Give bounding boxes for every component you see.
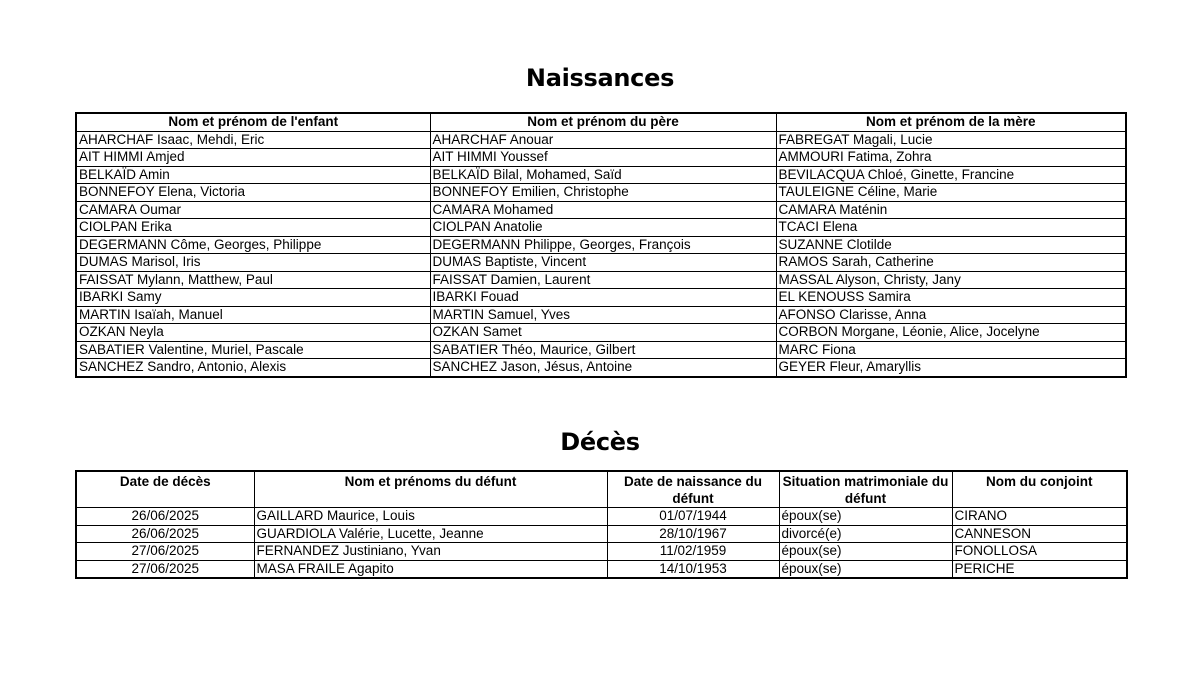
naissances-table-cell: RAMOS Sarah, Catherine xyxy=(776,254,1126,272)
deces-table-cell: CIRANO xyxy=(952,508,1127,526)
naissances-body xyxy=(76,131,1126,377)
naissances-table-cell: IBARKI Fouad xyxy=(430,289,776,307)
deces-table-cell: divorcé(e) xyxy=(779,525,952,543)
deces-table-cell: 27/06/2025 xyxy=(76,543,254,561)
deces-header-cell: Nom du conjoint xyxy=(952,471,1127,508)
naissances-header-cell: Nom et prénom de la mère xyxy=(776,113,1126,131)
naissances-table-cell: DEGERMANN Philippe, Georges, François xyxy=(430,236,776,254)
naissances-table-row xyxy=(76,166,1126,184)
deces-header-cell: Date de décès xyxy=(76,471,254,508)
deces-table-cell: 26/06/2025 xyxy=(76,508,254,526)
deces-table-cell: FERNANDEZ Justiniano, Yvan xyxy=(254,543,607,561)
naissances-table-cell: BEVILACQUA Chloé, Ginette, Francine xyxy=(776,166,1126,184)
deces-table-cell: MASA FRAILE Agapito xyxy=(254,560,607,578)
naissances-table-row xyxy=(76,324,1126,342)
naissances-table-cell: CIOLPAN Anatolie xyxy=(430,219,776,237)
naissances-table-cell: MASSAL Alyson, Christy, Jany xyxy=(776,271,1126,289)
deces-body xyxy=(76,508,1127,579)
naissances-table-cell: OZKAN Neyla xyxy=(76,324,430,342)
naissances-table-cell: AIT HIMMI Amjed xyxy=(76,149,430,167)
deces-header-row xyxy=(76,471,1127,508)
naissances-table-cell: AMMOURI Fatima, Zohra xyxy=(776,149,1126,167)
naissances-table-row xyxy=(76,236,1126,254)
naissances-header-cell: Nom et prénom du père xyxy=(430,113,776,131)
naissances-table-cell: CIOLPAN Erika xyxy=(76,219,430,237)
deces-table-cell: GUARDIOLA Valérie, Lucette, Jeanne xyxy=(254,525,607,543)
naissances-table-row xyxy=(76,359,1126,377)
naissances-table-cell: MARTIN Samuel, Yves xyxy=(430,306,776,324)
deces-title: Décès xyxy=(560,428,640,456)
naissances-table-cell: SABATIER Valentine, Muriel, Pascale xyxy=(76,341,430,359)
deces-table-row xyxy=(76,525,1127,543)
naissances-table-cell: MARC Fiona xyxy=(776,341,1126,359)
deces-table-cell: CANNESON xyxy=(952,525,1127,543)
naissances-table-cell: BONNEFOY Emilien, Christophe xyxy=(430,184,776,202)
naissances-table-row xyxy=(76,271,1126,289)
deces-table-row xyxy=(76,543,1127,561)
naissances-table-row xyxy=(76,289,1126,307)
deces-header-cell: Nom et prénoms du défunt xyxy=(254,471,607,508)
naissances-header-row xyxy=(76,113,1126,131)
naissances-title: Naissances xyxy=(525,64,675,92)
deces-table-cell: 26/06/2025 xyxy=(76,525,254,543)
naissances-table-row xyxy=(76,254,1126,272)
deces-table-cell: 27/06/2025 xyxy=(76,560,254,578)
naissances-table-cell: EL KENOUSS Samira xyxy=(776,289,1126,307)
naissances-table-cell: AHARCHAF Isaac, Mehdi, Eric xyxy=(76,131,430,149)
naissances-table-cell: MARTIN Isaïah, Manuel xyxy=(76,306,430,324)
deces-table-cell: FONOLLOSA xyxy=(952,543,1127,561)
deces-table-cell: époux(se) xyxy=(779,560,952,578)
naissances-table-cell: GEYER Fleur, Amaryllis xyxy=(776,359,1126,377)
naissances-table-cell: CORBON Morgane, Léonie, Alice, Jocelyne xyxy=(776,324,1126,342)
naissances-table-cell: CAMARA Mohamed xyxy=(430,201,776,219)
naissances-table-cell: CAMARA Oumar xyxy=(76,201,430,219)
naissances-table-cell: CAMARA Maténin xyxy=(776,201,1126,219)
naissances-table-row xyxy=(76,306,1126,324)
deces-table-cell: 14/10/1953 xyxy=(607,560,779,578)
naissances-table xyxy=(75,112,1127,378)
deces-table-row xyxy=(76,508,1127,526)
naissances-table-row xyxy=(76,341,1126,359)
naissances-table-row xyxy=(76,219,1126,237)
naissances-table-row xyxy=(76,201,1126,219)
naissances-table-cell: DEGERMANN Côme, Georges, Philippe xyxy=(76,236,430,254)
naissances-table-row xyxy=(76,131,1126,149)
deces-table-cell: GAILLARD Maurice, Louis xyxy=(254,508,607,526)
naissances-table-cell: DUMAS Marisol, Iris xyxy=(76,254,430,272)
naissances-table-row xyxy=(76,184,1126,202)
naissances-table-cell: SUZANNE Clotilde xyxy=(776,236,1126,254)
naissances-table-cell: AIT HIMMI Youssef xyxy=(430,149,776,167)
naissances-header-cell: Nom et prénom de l'enfant xyxy=(76,113,430,131)
naissances-table-cell: FABREGAT Magali, Lucie xyxy=(776,131,1126,149)
naissances-table-cell: OZKAN Samet xyxy=(430,324,776,342)
deces-table-cell: époux(se) xyxy=(779,508,952,526)
naissances-table-cell: TCACI Elena xyxy=(776,219,1126,237)
naissances-table-cell: SANCHEZ Sandro, Antonio, Alexis xyxy=(76,359,430,377)
naissances-table-cell: AFONSO Clarisse, Anna xyxy=(776,306,1126,324)
naissances-table-cell: SABATIER Théo, Maurice, Gilbert xyxy=(430,341,776,359)
naissances-table-cell: SANCHEZ Jason, Jésus, Antoine xyxy=(430,359,776,377)
naissances-table-row xyxy=(76,149,1126,167)
naissances-table-cell: FAISSAT Mylann, Matthew, Paul xyxy=(76,271,430,289)
naissances-table-cell: BELKAÏD Bilal, Mohamed, Saïd xyxy=(430,166,776,184)
deces-header-cell: Situation matrimoniale du défunt xyxy=(779,471,952,508)
deces-table-cell: 11/02/1959 xyxy=(607,543,779,561)
naissances-table-cell: AHARCHAF Anouar xyxy=(430,131,776,149)
naissances-table-cell: IBARKI Samy xyxy=(76,289,430,307)
deces-header-cell: Date de naissance du défunt xyxy=(607,471,779,508)
deces-table-cell: 01/07/1944 xyxy=(607,508,779,526)
deces-table-cell: 28/10/1967 xyxy=(607,525,779,543)
naissances-table-cell: DUMAS Baptiste, Vincent xyxy=(430,254,776,272)
deces-table-cell: époux(se) xyxy=(779,543,952,561)
naissances-table-cell: BONNEFOY Elena, Victoria xyxy=(76,184,430,202)
deces-table-row xyxy=(76,560,1127,578)
deces-table-cell: PERICHE xyxy=(952,560,1127,578)
naissances-table-cell: TAULEIGNE Céline, Marie xyxy=(776,184,1126,202)
naissances-table-cell: BELKAÏD Amin xyxy=(76,166,430,184)
naissances-table-cell: FAISSAT Damien, Laurent xyxy=(430,271,776,289)
deces-table xyxy=(75,470,1128,579)
